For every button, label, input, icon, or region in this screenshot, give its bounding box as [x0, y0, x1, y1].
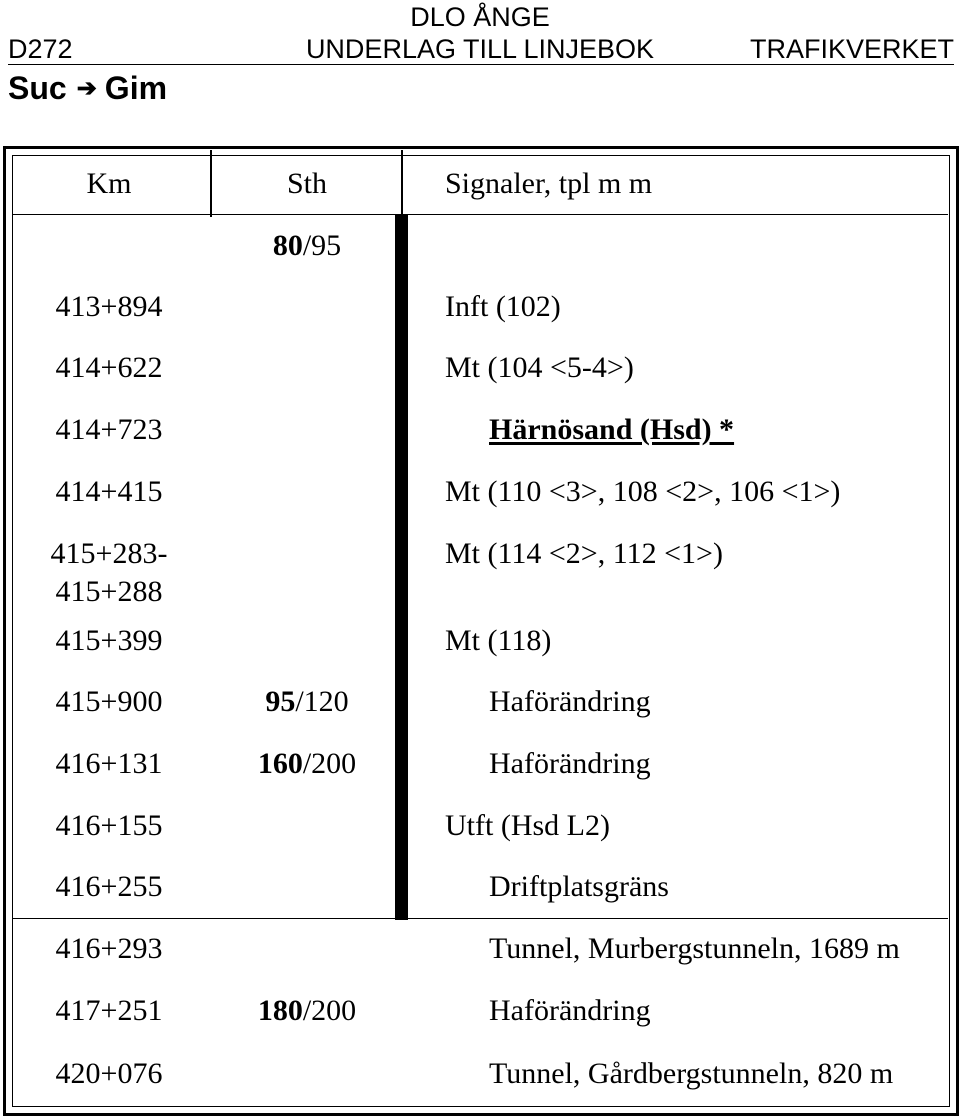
document-code: D272 — [8, 34, 73, 64]
row-speed — [212, 993, 402, 1029]
row-km: 417+251 — [55, 994, 163, 1027]
column-header-km: Km — [86, 167, 132, 200]
station-track-bar — [395, 214, 408, 920]
row-km: 420+076 — [55, 1057, 163, 1090]
row-signal: Mt (104 <5-4>) — [445, 351, 634, 384]
row-km: 413+894 — [55, 290, 163, 323]
speed-secondary: /120 — [295, 685, 349, 718]
document-district: DLO ÅNGE — [410, 2, 550, 32]
row-speed — [212, 746, 402, 782]
row-km: 415+399 — [55, 624, 163, 657]
row-signal: Mt (118) — [445, 624, 552, 657]
row-km: 416+293 — [55, 932, 163, 965]
row-km-end: 415+288 — [55, 575, 163, 608]
speed-secondary: /200 — [302, 994, 357, 1027]
header-divider — [12, 214, 948, 215]
row-signal: Tunnel, Gårdbergstunneln, 820 m — [489, 1057, 894, 1090]
row-signal: Tunnel, Murbergstunneln, 1689 m — [489, 932, 900, 965]
row-km: 414+622 — [55, 351, 163, 384]
row-signal: Haförändring — [489, 685, 651, 718]
row-signal: Driftplatsgräns — [489, 870, 669, 903]
header-rule — [8, 64, 954, 65]
speed-main: 95 — [265, 685, 296, 718]
initial-speed — [212, 228, 402, 264]
row-signal: Haförändring — [489, 994, 651, 1027]
speed-main: 180 — [257, 994, 303, 1027]
row-km: 415+283- — [50, 537, 168, 570]
speed-secondary: /95 — [302, 229, 342, 262]
route-from: Suc — [8, 70, 67, 106]
document-organization: TRAFIKVERKET — [749, 34, 954, 64]
row-signal: Utft (Hsd L2) — [445, 809, 610, 842]
route-to: Gim — [104, 70, 168, 106]
right-arrow-icon: ➔ — [76, 75, 97, 102]
row-km: 416+131 — [55, 747, 163, 780]
row-km: 416+155 — [55, 809, 163, 842]
row-signal: Mt (110 <3>, 108 <2>, 106 <1>) — [445, 475, 841, 508]
column-header-sth: Sth — [286, 167, 328, 200]
speed-main: 160 — [257, 747, 303, 780]
row-signal: Haförändring — [489, 747, 651, 780]
speed-secondary: /200 — [302, 747, 357, 780]
column-header-signals: Signaler, tpl m m — [445, 167, 653, 200]
row-signal: Inft (102) — [445, 290, 561, 323]
row-signal: Mt (114 <2>, 112 <1>) — [445, 537, 723, 570]
row-speed — [212, 684, 402, 720]
row-km: 414+415 — [55, 475, 163, 508]
speed-main: 80 — [272, 229, 303, 262]
station-name: Härnösand (Hsd) * — [489, 413, 735, 446]
row-km: 414+723 — [55, 413, 163, 446]
row-km: 416+255 — [55, 870, 163, 903]
document-title: UNDERLAG TILL LINJEBOK — [305, 34, 655, 64]
route-title — [8, 70, 167, 107]
station-boundary-line — [12, 918, 948, 919]
row-km: 415+900 — [55, 685, 163, 718]
